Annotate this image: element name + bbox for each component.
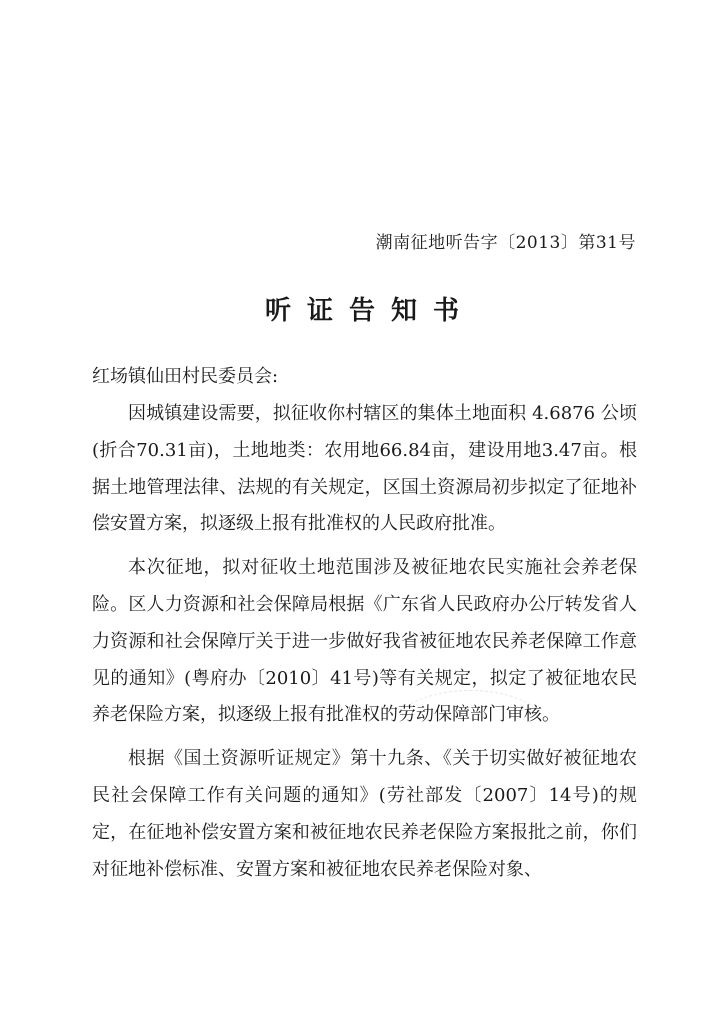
body-paragraph: 因城镇建设需要，拟征收你村辖区的集体土地面积 4.6876 公顷(折合70.31亩)，土地地类：农用地66.84亩，建设用地3.47亩。根据土地管理法律、法规的有关规定，区国土资源局初步拟定了征地补偿安置方案，拟逐级上报有批准权的人民政府批准。: [92, 403, 637, 535]
body-paragraph: 根据《国土资源听证规定》第十九条、《关于切实做好被征地农民社会保障工作有关问题的通知》(劳社部发〔2007〕14号)的规定，在征地补偿安置方案和被征地农民养老保险方案报批之前，你们对征地补偿标准、安置方案和被征地农民养老保险对象、: [92, 748, 637, 880]
body-paragraph: 本次征地，拟对征收土地范围涉及被征地农民实施社会养老保险。区人力资源和社会保障局根据《广东省人民政府办公厅转发省人力资源和社会保障厅关于进一步做好我省被征地农民养老保障工作意见的通知》(粤府办〔2010〕41号)等有关规定，拟定了被征地农民养老保险方案，拟逐级上报有批准权的劳动保障部门审核。: [92, 557, 637, 726]
recipient-line: 红场镇仙田村民委员会:: [92, 366, 279, 387]
document-title: 听证告知书: [264, 296, 475, 326]
document-body: [92, 396, 637, 895]
document-number: 潮南征地听告字〔2013〕第31号: [375, 233, 636, 253]
